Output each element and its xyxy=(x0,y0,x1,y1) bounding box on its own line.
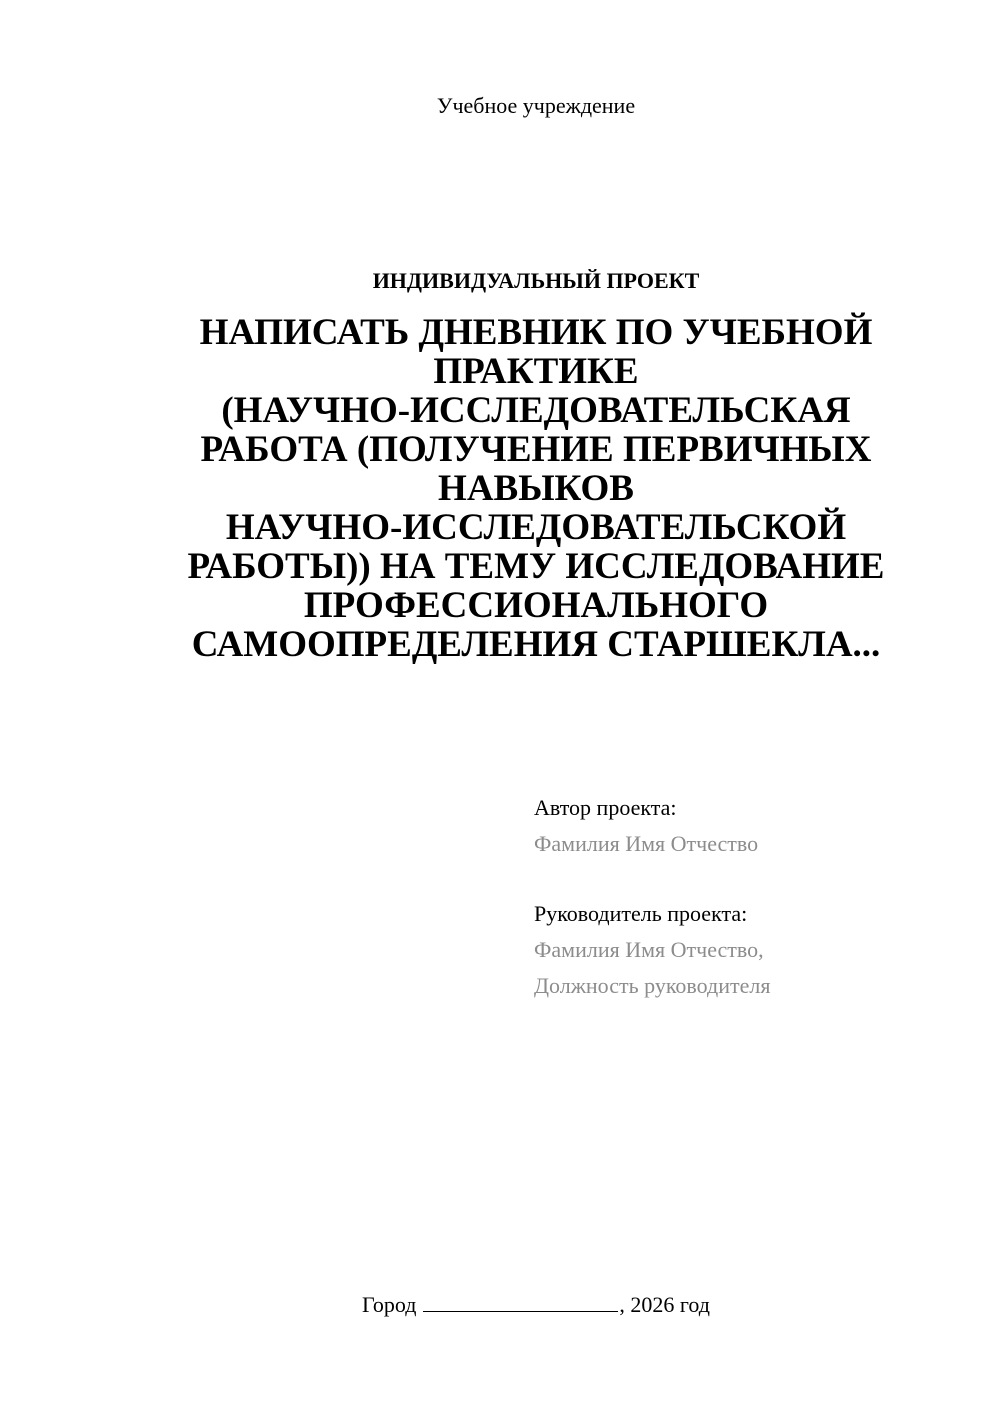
supervisor-label: Руководитель проекта: xyxy=(534,901,748,926)
author-label: Автор проекта: xyxy=(534,795,677,820)
title-line: НАВЫКОВ xyxy=(438,468,634,509)
city-blank-line xyxy=(423,1294,618,1312)
supervisor-position: Должность руководителя xyxy=(534,973,771,998)
city-label: Город xyxy=(362,1292,417,1317)
title-line: НАПИСАТЬ ДНЕВНИК ПО УЧЕБНОЙ xyxy=(199,312,873,353)
title-line: РАБОТЫ)) НА ТЕМУ ИССЛЕДОВАНИЕ xyxy=(187,546,885,587)
title-line: САМООПРЕДЕЛЕНИЯ СТАРШЕКЛА... xyxy=(191,624,881,665)
title-line: ПРАКТИКЕ xyxy=(433,351,639,392)
project-title xyxy=(150,313,922,664)
title-line: РАБОТА (ПОЛУЧЕНИЕ ПЕРВИЧНЫХ xyxy=(200,429,872,470)
project-label: ИНДИВИДУАЛЬНЫЙ ПРОЕКТ xyxy=(372,268,700,293)
title-line: (НАУЧНО-ИССЛЕДОВАТЕЛЬСКАЯ xyxy=(221,390,851,431)
meta-spacer xyxy=(534,862,974,896)
title-line: ПРОФЕССИОНАЛЬНОГО xyxy=(303,585,769,626)
supervisor-name: Фамилия Имя Отчество, xyxy=(534,937,764,962)
institution-name: Учебное учреждение xyxy=(436,93,636,118)
project-meta xyxy=(534,790,974,1004)
author-name: Фамилия Имя Отчество xyxy=(534,831,759,856)
city-year-line xyxy=(0,1291,1000,1319)
year-text: , 2026 год xyxy=(619,1292,710,1317)
title-line: НАУЧНО-ИССЛЕДОВАТЕЛЬСКОЙ xyxy=(225,507,847,548)
